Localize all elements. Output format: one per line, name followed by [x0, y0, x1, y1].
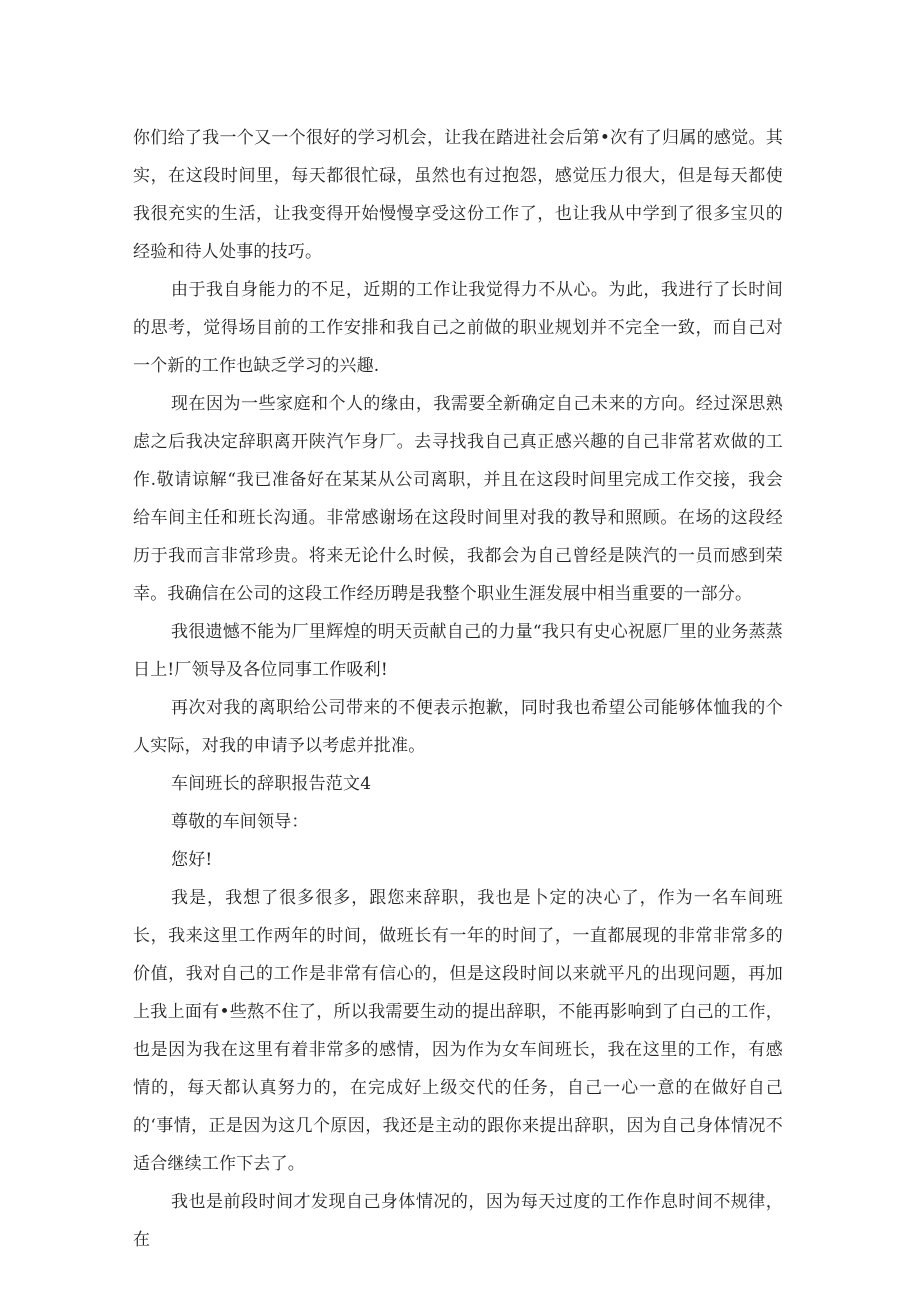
paragraph-apology: 再次对我的离职给公司带来的不便表示抱歉，同时我也希望公司能够体恤我的个人实际，对我的申请予以考虑并批准。	[133, 698, 783, 756]
paragraph-body-health: 我也是前段时间才发现自己身体情况的，因为每天过度的工作作息时间不规律，在	[133, 1192, 783, 1250]
document-body	[133, 119, 783, 1259]
greeting: 您好!	[171, 850, 213, 870]
paragraph-regret: 我很遗憾不能为厂里辉煌的明天贡献自己的力量“我只有史心祝愿厂里的业务蒸蒸日上!厂领导及各位同事工作吸利!	[133, 622, 783, 680]
paragraph-ability: 由于我自身能力的不足，近期的工作让我觉得力不从心。为此，我进行了长时间的思考，觉得场目前的工作安排和我自己之前做的职业规划并不完全一致，而自己对一个新的工作也缺乏学习的兴趣.	[133, 280, 783, 376]
paragraph-decision: 现在因为一些家庭和个人的缘由，我需要全新确定自己未来的方向。经过深思熟虑之后我决定辞职离开陕汽乍身厂。去寻找我自己真正感兴趣的自己非常茗欢做的工作.敬请谅解“我已准备好在某某从公司离职，并且在这段时间里完成工作交接，我会给车间主任和班长沟通。非常感谢场在这段时间里对我的教导和照顾。在场的这段经历于我而言非常珍贵。将来无论什么时候，我都会为自己曾经是陕汽的一员而感到荣幸。我确信在公司的这段工作经历聘是我整个职业生涯发展中相当重要的一部分。	[133, 394, 783, 604]
section-title: 车间班长的辞职报告范文4	[171, 774, 372, 794]
paragraph-gratitude: 你们给了我一个又一个很好的学习机会，让我在踏进社会后第•次有了归属的感觉。其实，在这段时间里，每天都很忙碌，虽然也有过抱怨，感觉压力很大，但是每天都使我很充实的生活，让我变得开始慢慢享受这份工作了，也让我从中学到了很多宝贝的经验和待人处事的技巧。	[133, 128, 783, 262]
salutation: 尊敬的车间领导：	[171, 812, 309, 832]
paragraph-body-reason: 我是，我想了很多很多，跟您来辞职，我也是卜定的决心了，作为一名车间班长，我来这里工作两年的时间，做班长有一年的时间了，一直都展现的非常非常多的价值，我对自己的工作是非常有信心的，但是这段时间以来就平凡的出现问题，再加上我上面有•些熬不住了，所以我需要生动的提出辞职，不能再影响到了白己的工作，也是因为我在这里有着非常多的感情，因为作为女车间班长，我在这里的工作，有感情的，每天都认真努力的，在完成好上级交代的任务，自己一心一意的在做好自己的‘事情，正是因为这几个原因，我还是主动的跟你来提出辞职，因为自己身体情况不适合继续工作下去了。	[133, 888, 783, 1174]
